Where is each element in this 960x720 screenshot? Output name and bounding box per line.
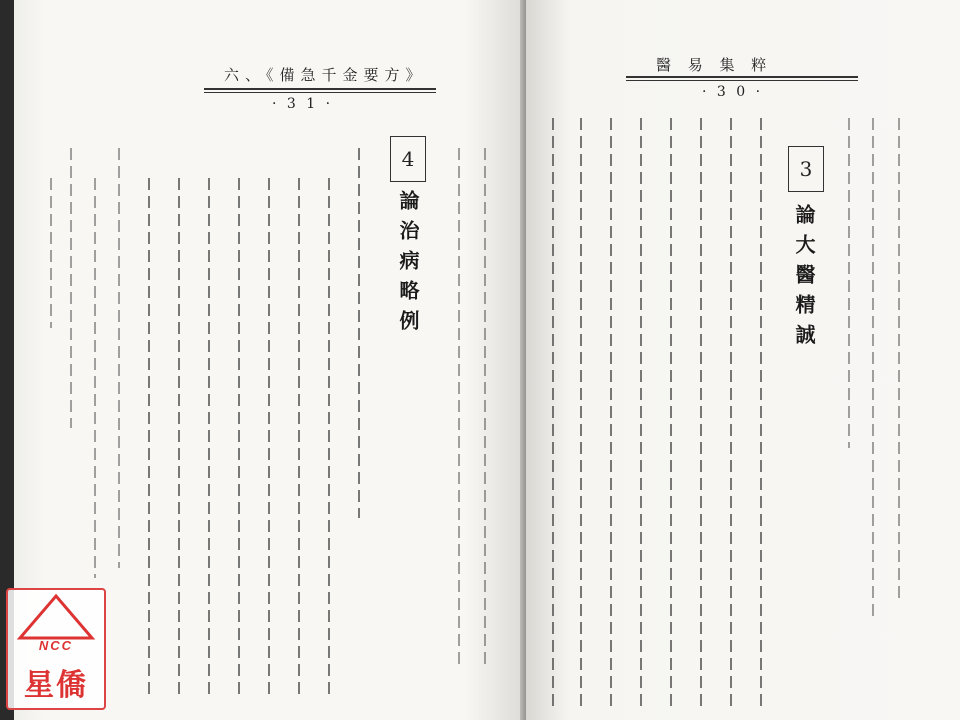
right-head-rule [626,76,858,78]
left-page-number: · 3 1 · [272,96,334,112]
left-running-head: 六、《備急千金要方》 [224,66,427,84]
left-section-number: 4 [390,136,426,182]
right-section-number: 3 [788,146,824,192]
stamp-label: NCC [38,638,74,653]
left-head-rule [204,88,436,90]
right-page [526,0,960,720]
right-running-head: 醫 易 集 粹 [656,56,773,74]
left-section-title: 論治病略例 [396,190,420,340]
stamp-brand: 星僑 [24,668,88,703]
ncc-logo-stamp [6,588,106,710]
left-head-rule-2 [204,92,436,93]
right-section-title: 論大醫精誠 [792,204,816,354]
right-page-number: · 3 0 · [702,84,764,100]
right-head-rule-2 [626,80,858,81]
